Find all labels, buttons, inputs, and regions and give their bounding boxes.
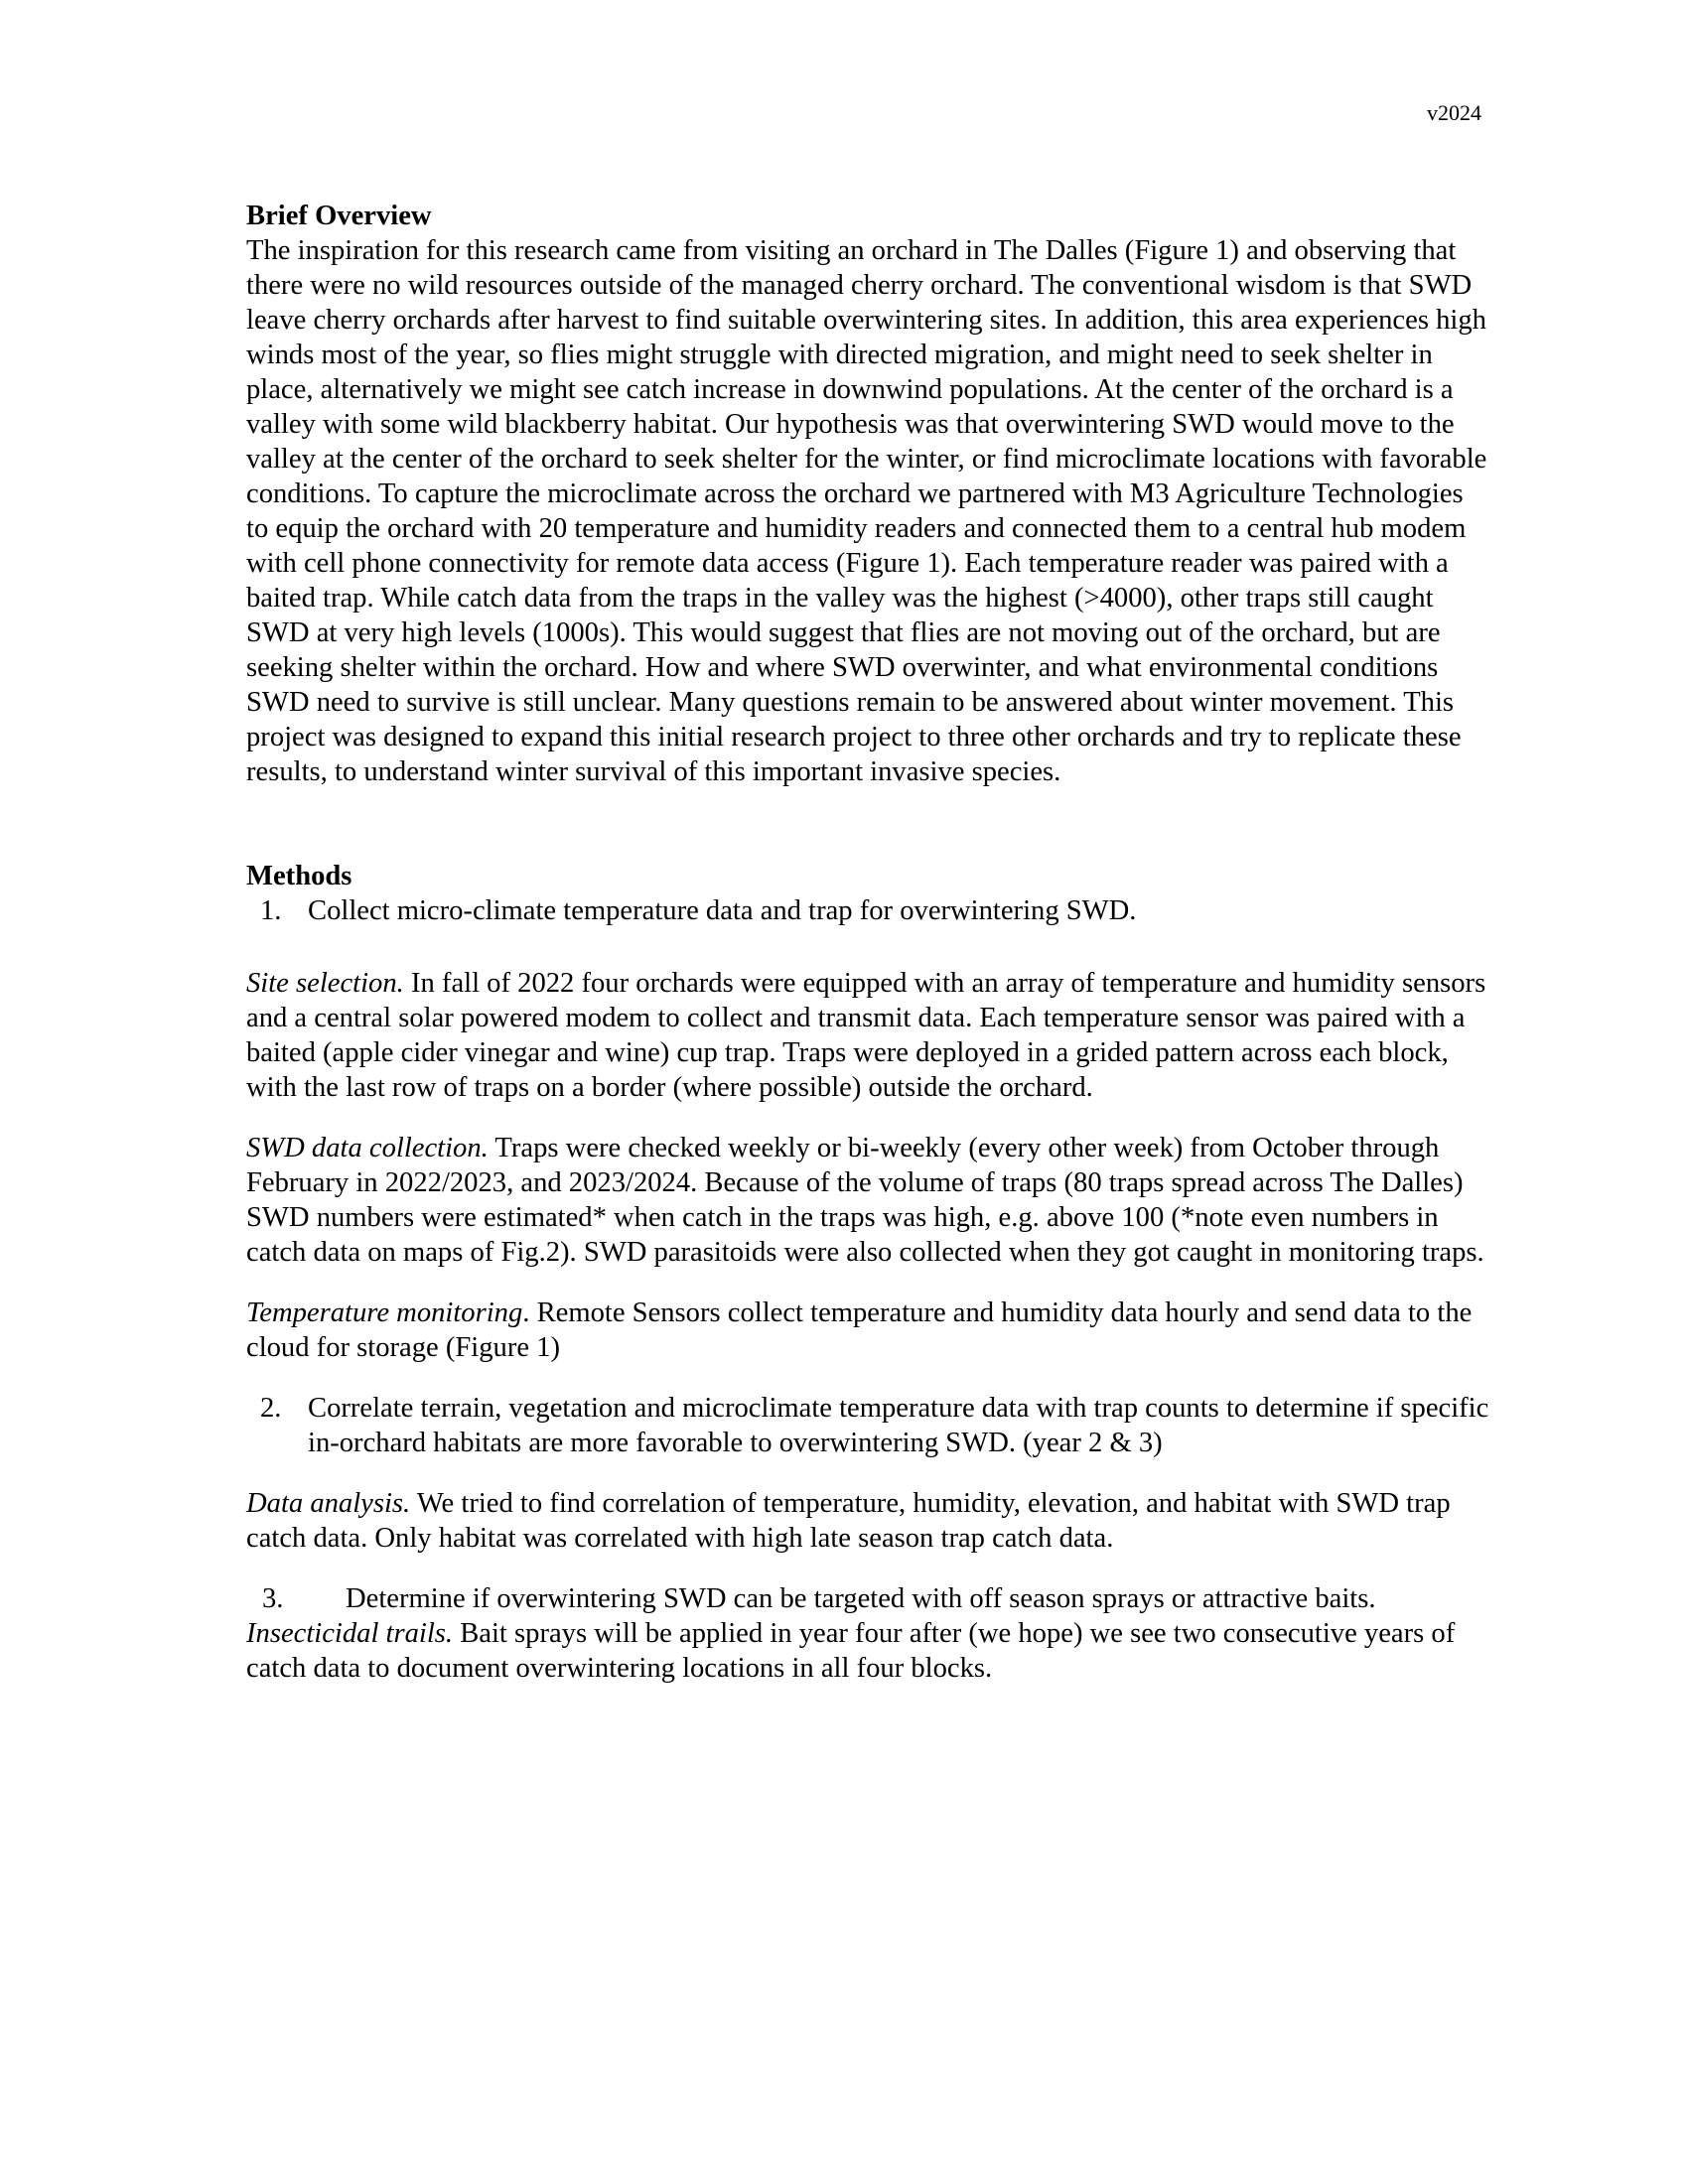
methods-heading: Methods — [246, 861, 352, 891]
insecticidal-trails-text: Bait sprays will be applied in year four after (we hope) we see two consecutive years of catch data to document overwintering locations in all four blocks. — [246, 1618, 1456, 1684]
brief-overview-heading: Brief Overview — [246, 201, 432, 231]
insecticidal-trails-label: Insecticidal trails. — [246, 1618, 454, 1649]
document-page — [246, 199, 1492, 1686]
swd-data-collection-text: Traps were checked weekly or bi-weekly (every other week) from October through February in 2022/2023, and 2023/2024. Because of the volume of traps (80 traps spread across The Dalles) SWD numbers were estimated* when catch in the traps was high, e.g. above 100 (*note even numbers in catch data on maps of Fig.2). SWD parasitoids were also collected when they got caught in monitoring traps. — [246, 1133, 1484, 1268]
methods-item-2 — [246, 1391, 1492, 1460]
data-analysis-text: We tried to find correlation of temperature, humidity, elevation, and habitat with SWD trap catch data. Only habitat was correlated with high late season trap catch data. — [246, 1488, 1451, 1554]
temperature-monitoring-label: Temperature monitoring — [246, 1297, 523, 1328]
site-selection-paragraph — [246, 966, 1492, 1105]
methods-item-1-text: Collect micro-climate temperature data and trap for overwintering SWD. — [308, 895, 1137, 926]
data-analysis-paragraph — [246, 1486, 1492, 1556]
temperature-monitoring-text: . Remote Sensors collect temperature and humidity data hourly and send data to the cloud for storage (Figure 1) — [246, 1297, 1473, 1363]
brief-overview-section — [246, 199, 1492, 789]
version-label: v2024 — [1427, 100, 1481, 125]
brief-overview-body: The inspiration for this research came from visiting an orchard in The Dalles (Figure 1) and observing that there were no wild resources outside of the managed cherry orchard. The conventional wisdom is that SWD leave cherry orchards after harvest to find suitable overwintering sites. In addition, this area experiences high winds most of the year, so flies might struggle with directed migration, and might need to seek shelter in place, alternatively we might see catch increase in downwind populations. At the center of the orchard is a valley with some wild blackberry habitat. Our hypothesis was that overwintering SWD would move to the valley at the center of the orchard to seek shelter for the winter, or find microclimate locations with favorable conditions. To capture the microclimate across the orchard we partnered with M3 Agriculture Technologies to equip the orchard with 20 temperature and humidity readers and connected them to a central hub modem with cell phone connectivity for remote data access (Figure 1). Each temperature reader was paired with a baited trap. While catch data from the traps in the valley was the highest (>4000), other traps still caught SWD at very high levels (1000s). This would suggest that flies are not moving out of the orchard, but are seeking shelter within the orchard. How and where SWD overwinter, and what environmental conditions SWD need to survive is still unclear. Many questions remain to be answered about winter movement. This project was designed to expand this initial research project to three other orchards and try to replicate these results, to understand winter survival of this important invasive species. — [246, 235, 1487, 787]
methods-item-3-text: Determine if overwintering SWD can be targeted with off season sprays or attractive baits. — [346, 1583, 1376, 1614]
methods-item-2-number: 2. — [260, 1393, 282, 1424]
swd-data-collection-paragraph — [246, 1131, 1492, 1270]
insecticidal-trails-paragraph — [246, 1616, 1492, 1686]
swd-data-collection-label: SWD data collection. — [246, 1133, 489, 1163]
data-analysis-label: Data analysis. — [246, 1488, 411, 1519]
methods-item-3-number: 3. — [262, 1583, 284, 1614]
site-selection-label: Site selection. — [246, 968, 404, 999]
methods-item-2-text: Correlate terrain, vegetation and microclimate temperature data with trap counts to determine if specific in-orchard habitats are more favorable to overwintering SWD. (year 2 & 3) — [308, 1393, 1489, 1458]
temperature-monitoring-paragraph — [246, 1296, 1492, 1365]
methods-section — [246, 859, 1492, 1686]
site-selection-text: In fall of 2022 four orchards were equipped with an array of temperature and humidity sensors and a central solar powered modem to collect and transmit data. Each temperature sensor was paired with a baited (apple cider vinegar and wine) cup trap. Traps were deployed in a grided pattern across each block, with the last row of traps on a border (where possible) outside the orchard. — [246, 968, 1486, 1103]
methods-item-1 — [246, 893, 1492, 928]
methods-item-3 — [246, 1581, 1492, 1616]
methods-item-1-number: 1. — [260, 895, 282, 926]
